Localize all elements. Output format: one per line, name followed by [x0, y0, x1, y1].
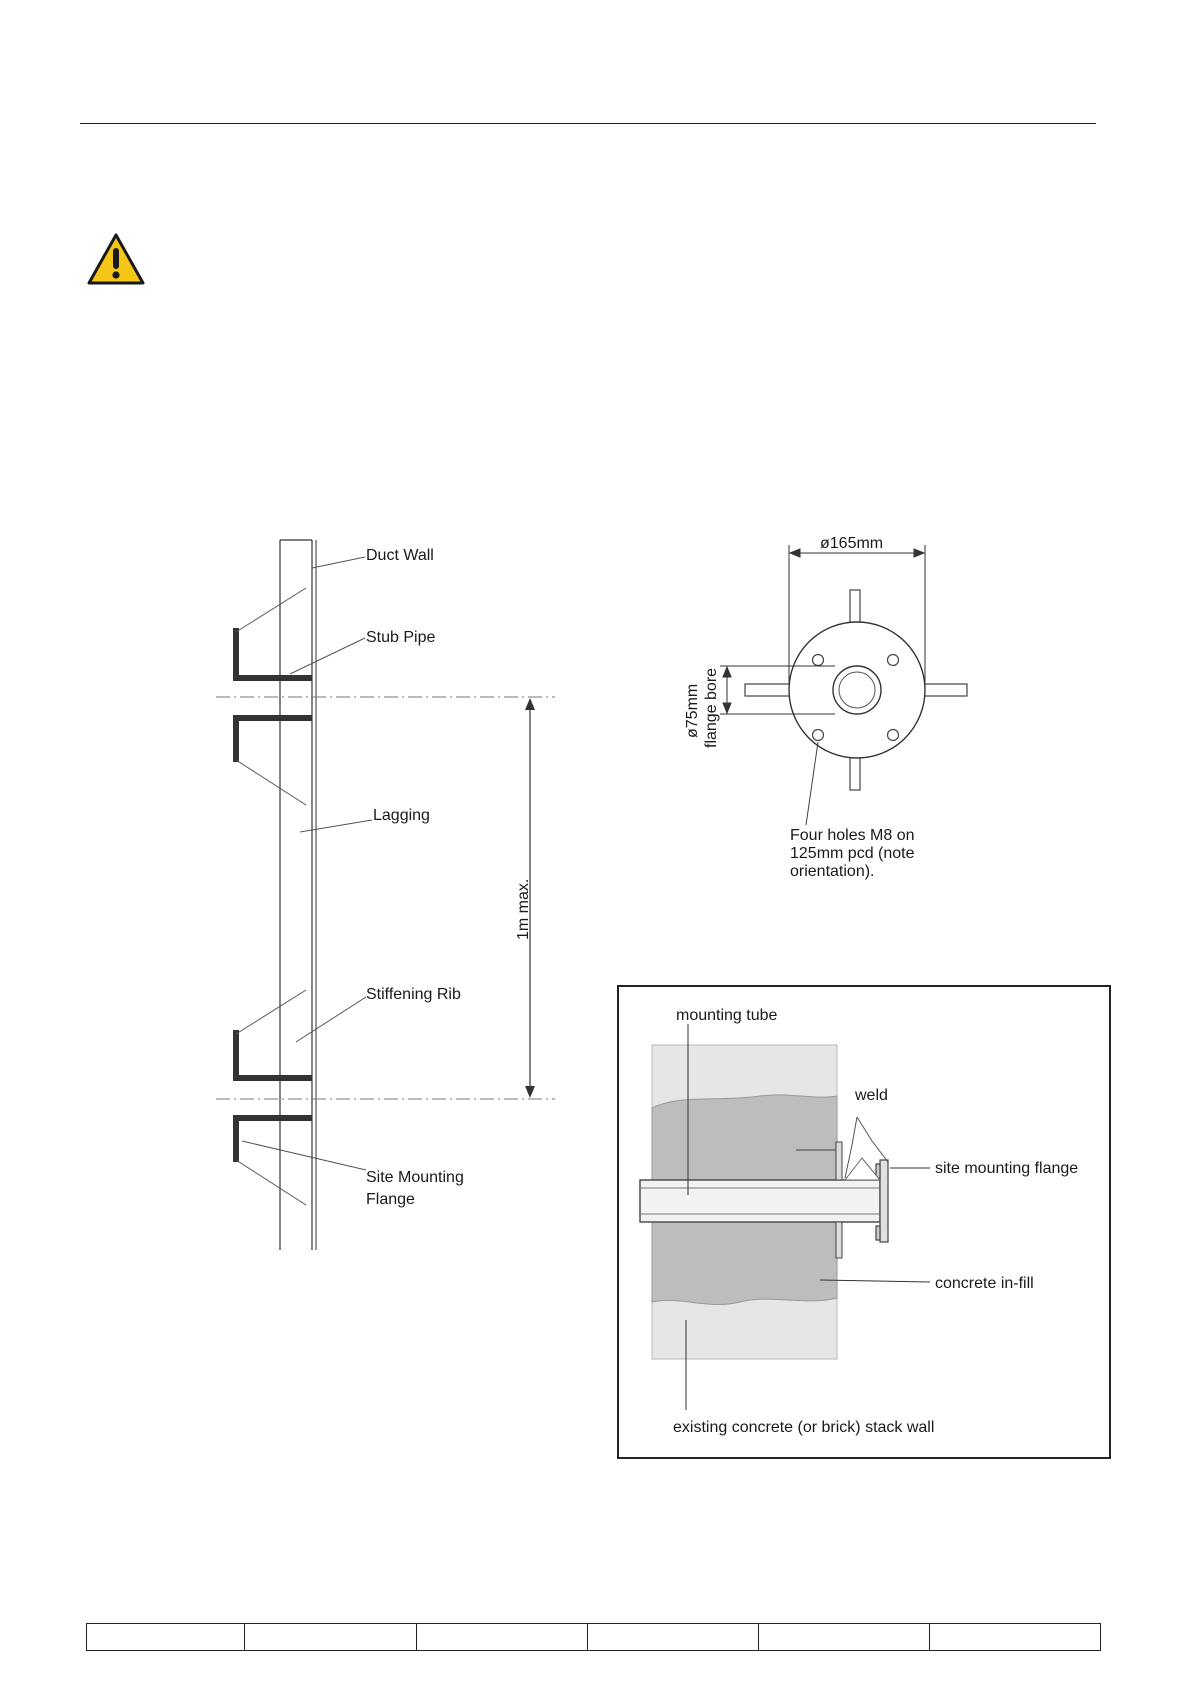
header-rule [80, 123, 1096, 124]
footer-cell [87, 1624, 245, 1650]
label-diameter: ø165mm [820, 535, 884, 552]
label-lagging: Lagging [373, 807, 430, 824]
duct-wall [280, 540, 316, 1250]
duct-wall-diagram [200, 530, 580, 1260]
label-holes-line3: orientation). [790, 863, 875, 880]
warning-triangle-icon [86, 232, 146, 286]
label-holes-line1: Four holes M8 on [790, 827, 915, 844]
label-existing-wall: existing concrete (or brick) stack wall [673, 1419, 935, 1436]
footer-cell [759, 1624, 930, 1650]
flange-diagram [680, 525, 980, 895]
label-holes-line2: 125mm pcd (note [790, 845, 915, 862]
stub-pipe-bottom [236, 1118, 312, 1205]
label-site-mounting-flange: site mounting flange [935, 1160, 1079, 1177]
footer-cell [417, 1624, 588, 1650]
label-duct-wall: Duct Wall [366, 547, 434, 564]
stub-pipe-middle [236, 718, 312, 805]
footer-table [86, 1623, 1101, 1651]
label-stub-pipe: Stub Pipe [366, 629, 436, 646]
dimension-label: 1m max. [515, 878, 532, 940]
label-mounting-tube: mounting tube [676, 1007, 778, 1024]
label-site-mounting-flange-line2: Flange [366, 1191, 415, 1208]
stub-pipe-top [236, 588, 312, 678]
label-site-mounting-flange-line1: Site Mounting [366, 1169, 464, 1186]
stub-pipe-lower [236, 990, 312, 1078]
label-bore-line2: flange bore [703, 667, 720, 748]
footer-cell [245, 1624, 417, 1650]
mounting-tube [640, 1180, 880, 1222]
footer-cell [588, 1624, 759, 1650]
label-concrete-infill: concrete in-fill [935, 1275, 1034, 1292]
footer-cell [930, 1624, 1100, 1650]
label-bore-line1: ø75mm [684, 683, 701, 738]
label-weld: weld [855, 1087, 888, 1104]
label-stiffening-rib: Stiffening Rib [366, 986, 461, 1003]
mounting-section-diagram [616, 984, 1112, 1462]
